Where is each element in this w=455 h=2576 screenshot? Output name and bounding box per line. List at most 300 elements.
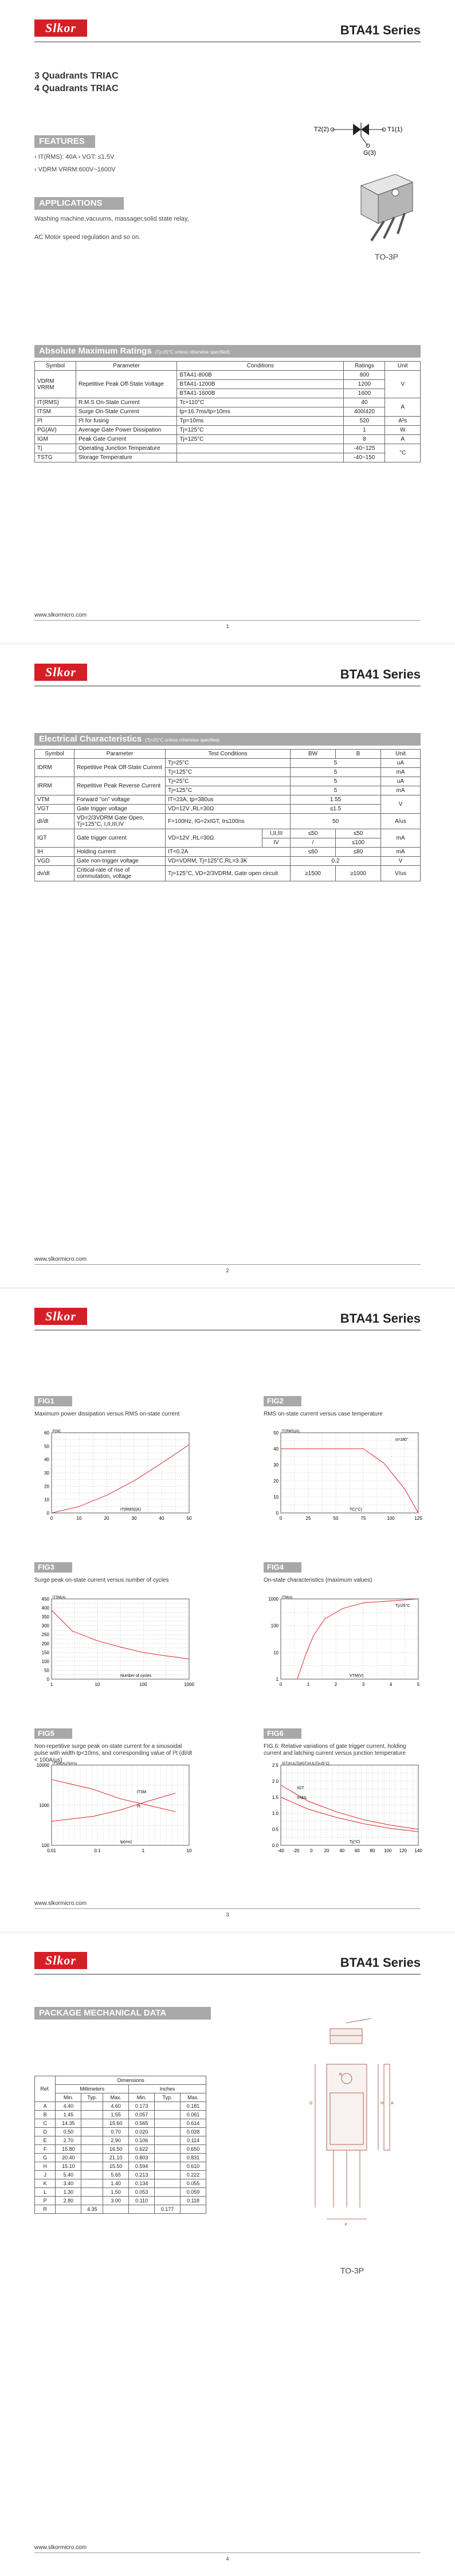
table-cell: 3.00 [103, 2197, 129, 2205]
table-cell: BTA41-800B [177, 371, 344, 380]
table-cell: VTM [35, 795, 74, 805]
table-row [35, 2111, 206, 2119]
figure-chart [264, 1594, 424, 1703]
table-cell: 5 [291, 786, 381, 795]
x-tick-label: 3 [362, 1682, 365, 1687]
table-cell [155, 2102, 181, 2111]
table-cell: Tj [35, 444, 76, 453]
table-cell: Tj=125°C, VD=2/3VDRM, Gate open circuit [166, 866, 291, 881]
svg-text:F: F [345, 2223, 348, 2227]
footer-url[interactable]: www.slkormicro.com [34, 1256, 87, 1262]
table-cell: ≤50 [336, 829, 381, 838]
svg-text:G: G [309, 2101, 313, 2106]
x-axis-label: Tj(°C) [350, 1840, 360, 1844]
table-cell: Gate trigger voltage [74, 805, 166, 814]
table-cell: ≥1000 [336, 866, 381, 881]
table-row [35, 866, 421, 881]
y-tick-label: 2.0 [272, 1779, 279, 1784]
table-cell: C [35, 2119, 56, 2128]
abs-max-header [34, 345, 421, 358]
y-tick-label: 50 [44, 1668, 49, 1673]
header-rule [34, 41, 421, 42]
table-header: Conditions [177, 362, 344, 371]
series-title: BTA41 Series [340, 1955, 421, 1970]
x-tick-label: 0.1 [94, 1848, 101, 1853]
y-tick-label: 150 [41, 1650, 49, 1656]
table-cell: 0.173 [129, 2102, 155, 2111]
table-cell: V [381, 857, 421, 866]
elec-char-note: (Tj=25°C unless otherwise specified) [145, 738, 220, 743]
figure-tag: FIG2 [264, 1396, 301, 1406]
table-cell: 0.134 [129, 2179, 155, 2188]
figure-caption: Surge peak on-state current versus number of cycles [34, 1577, 169, 1583]
table-cell: PG(AV) [35, 426, 76, 435]
table-cell: 16.50 [103, 2145, 129, 2154]
table-cell: mA [381, 768, 421, 777]
table-cell: dI/dt [35, 814, 74, 829]
features-header: FEATURES [34, 135, 95, 148]
table-cell: 0.594 [129, 2162, 155, 2171]
y-tick-label: 20 [44, 1484, 49, 1489]
table-cell: 3.40 [56, 2179, 81, 2188]
table-cell [81, 2119, 103, 2128]
figure-chart [34, 1594, 195, 1703]
table-cell: Repetitive Peak Off-State Voltage [76, 371, 176, 398]
table-header: Unit [385, 362, 421, 371]
table-cell: 4.40 [56, 2102, 81, 2111]
table-cell: 14.35 [56, 2119, 81, 2128]
y-tick-label: 300 [41, 1623, 49, 1629]
abs-max-title: Absolute Maximum Ratings [39, 346, 152, 356]
svg-text:A: A [391, 2101, 394, 2106]
table-cell: 0.831 [181, 2154, 206, 2162]
svg-text:H: H [381, 2101, 384, 2106]
x-tick-label: 5 [417, 1682, 420, 1687]
figure-chart [34, 1428, 195, 1537]
y-tick-label: 10 [273, 1650, 279, 1656]
table-cell [155, 2136, 181, 2145]
y-tick-label: 1.5 [272, 1795, 279, 1800]
table-cell: I²t for fusing [76, 417, 176, 426]
legend-label: Tj=25°C [395, 1604, 410, 1608]
header-rule [34, 1974, 421, 1975]
table-cell: P [35, 2197, 56, 2205]
pin-label-t1: T1(1) [387, 126, 403, 133]
table-cell: VGD [35, 857, 74, 866]
table-row [35, 805, 421, 814]
y-tick-label: 1000 [268, 1597, 279, 1602]
y-tick-label: 30 [273, 1463, 279, 1468]
x-tick-label: 10 [95, 1682, 100, 1687]
x-axis-label: TC(°C) [350, 1508, 362, 1512]
y-axis-label: IT(RMS)(A) [282, 1430, 300, 1433]
table-cell: Critical-rate of rise of commutation, voltage [74, 866, 166, 881]
x-tick-label: 50 [186, 1516, 192, 1521]
table-cell: F=100Hz, IG=2xIGT, tr≤100ns [166, 814, 291, 829]
table-cell: 0.106 [129, 2136, 155, 2145]
table-cell: 15.10 [56, 2162, 81, 2171]
x-tick-label: 1000 [184, 1682, 194, 1687]
table-row [35, 829, 421, 838]
table-row [35, 444, 421, 453]
table-cell: A [35, 2102, 56, 2111]
table-cell [81, 2102, 103, 2111]
table-cell [81, 2162, 103, 2171]
table-row [35, 814, 421, 829]
table-cell: 0.059 [181, 2188, 206, 2197]
table-cell: 50 [291, 814, 381, 829]
table-header: Ref. [35, 2076, 56, 2102]
x-tick-label: 125 [414, 1516, 422, 1521]
table-cell: 20.40 [56, 2154, 81, 2162]
footer-url[interactable]: www.slkormicro.com [34, 1900, 87, 1907]
table-cell [155, 2171, 181, 2179]
x-tick-label: 2 [334, 1682, 338, 1687]
table-cell: 0.177 [155, 2205, 181, 2214]
table-cell: mA [381, 786, 421, 795]
table-cell: 0.222 [181, 2171, 206, 2179]
table-row [35, 777, 421, 786]
y-tick-label: 1.0 [272, 1811, 279, 1816]
table-cell: IGT [35, 829, 74, 848]
table-header: Ratings [344, 362, 385, 371]
table-cell: 0.110 [129, 2197, 155, 2205]
page-4 [0, 1932, 455, 2576]
table-header: Typ. [155, 2093, 181, 2102]
curve-label: I²t [136, 1805, 141, 1809]
table-header: Max. [181, 2093, 206, 2102]
table-cell: 0.181 [181, 2102, 206, 2111]
table-cell: J [35, 2171, 56, 2179]
table-cell: -40~150 [344, 453, 385, 462]
table-cell: 520 [344, 417, 385, 426]
y-tick-label: 100 [41, 1658, 49, 1664]
x-tick-label: 10 [186, 1848, 192, 1853]
table-cell: 5.65 [103, 2171, 129, 2179]
table-cell: Operating Junction Temperature [76, 444, 176, 453]
figure-chart [34, 1761, 195, 1869]
legend-label: α=180° [395, 1438, 409, 1442]
x-tick-label: 60 [354, 1848, 360, 1853]
table-cell: uA [381, 777, 421, 786]
x-tick-label: 120 [399, 1848, 407, 1853]
package-mech-header: PACKAGE MECHANICAL DATA [34, 2007, 211, 2020]
table-cell: Holding current [74, 848, 166, 857]
page-3 [0, 1288, 455, 1932]
feature-item: › VDRM VRRM:600V~1600V [34, 166, 116, 173]
table-cell [81, 2179, 103, 2188]
table-cell: IGM [35, 435, 76, 444]
table-cell: uA [381, 759, 421, 768]
table-cell: 2.90 [103, 2136, 129, 2145]
table-cell: Surge On-State Current [76, 407, 176, 417]
table-cell: 0.610 [181, 2162, 206, 2171]
table-cell: F [35, 2145, 56, 2154]
table-cell: 1.55 [291, 795, 381, 805]
table-cell: VDRM VRRM [35, 371, 76, 398]
table-header: Min. [129, 2093, 155, 2102]
table-cell: 0.055 [181, 2179, 206, 2188]
table-cell: IV [262, 838, 291, 848]
x-tick-label: 0 [279, 1682, 283, 1687]
table-cell: I²t [35, 417, 76, 426]
table-cell: 800 [344, 371, 385, 380]
x-tick-label: 100 [383, 1848, 392, 1853]
table-row [35, 848, 421, 857]
figure-chart [264, 1428, 424, 1537]
table-cell: 0.50 [56, 2128, 81, 2136]
series-title: BTA41 Series [340, 667, 421, 681]
footer-url[interactable]: www.slkormicro.com [34, 612, 87, 618]
x-tick-label: 0 [310, 1848, 313, 1853]
y-tick-label: 0 [276, 1511, 279, 1516]
table-cell [129, 2205, 155, 2214]
x-tick-label: -40 [277, 1848, 284, 1853]
table-header: Dimensions [56, 2076, 206, 2085]
brand-logo: Slkor [34, 1952, 87, 1969]
table-cell: Tj=125°C [177, 426, 344, 435]
figure-chart [264, 1761, 424, 1869]
table-cell: 0.650 [181, 2145, 206, 2154]
table-row [35, 2171, 206, 2179]
table-cell: VD=12V ,RL=30Ω [166, 829, 262, 848]
y-tick-label: 1000 [39, 1803, 49, 1808]
table-cell: Tc=110°C [177, 398, 344, 407]
table-cell: Average Gate Power Dissipation [76, 426, 176, 435]
x-tick-label: 75 [360, 1516, 366, 1521]
table-cell: 2.80 [56, 2197, 81, 2205]
table-header: Max. [103, 2093, 129, 2102]
pin-label-g: G(3) [363, 150, 376, 156]
header-rule [34, 685, 421, 687]
table-cell: Tp=10ms [177, 417, 344, 426]
figure-caption: FIG.6: Relative variations of gate trigger current, holding current and latching current versus junction temperature [264, 1743, 406, 1756]
table-row [35, 2205, 206, 2214]
y-tick-label: 20 [273, 1479, 279, 1484]
footer-rule [34, 620, 421, 621]
table-cell: Gate non-trigger voltage [74, 857, 166, 866]
table-cell [81, 2128, 103, 2136]
table-cell: 1 [344, 426, 385, 435]
x-tick-label: 20 [324, 1848, 330, 1853]
x-tick-label: 40 [339, 1848, 345, 1853]
table-row [35, 857, 421, 866]
footer-rule [34, 1908, 421, 1909]
y-tick-label: 40 [44, 1457, 49, 1463]
table-header: Symbol [35, 362, 76, 371]
table-row [35, 426, 421, 435]
table-cell: Repetitive Peak Reverse Current [74, 777, 166, 795]
table-cell: VGT [35, 805, 74, 814]
table-cell: 8 [344, 435, 385, 444]
table-header: Inches [129, 2085, 206, 2093]
x-tick-label: 1 [142, 1848, 145, 1853]
x-tick-label: 40 [159, 1516, 164, 1521]
table-cell: 15.80 [56, 2145, 81, 2154]
figure-tag: FIG5 [34, 1728, 72, 1739]
table-header: Parameter [74, 750, 166, 759]
table-row [35, 371, 421, 380]
table-cell: 1.55 [103, 2111, 129, 2119]
table-cell: ≤100 [336, 838, 381, 848]
table-cell: 0.614 [181, 2119, 206, 2128]
y-tick-label: 10000 [36, 1763, 49, 1768]
table-cell: 0.803 [129, 2154, 155, 2162]
y-tick-label: 2.5 [272, 1763, 279, 1768]
x-tick-label: 1 [307, 1682, 310, 1687]
table-cell: 0.053 [129, 2188, 155, 2197]
table-cell [103, 2205, 129, 2214]
table-cell [177, 453, 344, 462]
svg-text:R: R [339, 2073, 343, 2077]
table-cell [155, 2145, 181, 2154]
figure-tag: FIG1 [34, 1396, 72, 1406]
table-cell: dv/dt [35, 866, 74, 881]
table-cell [155, 2128, 181, 2136]
table-cell: 0.2 [291, 857, 381, 866]
x-axis-label: IT(RMS)(A) [120, 1508, 141, 1512]
table-row [35, 2128, 206, 2136]
footer-url[interactable]: www.slkormicro.com [34, 2544, 87, 2551]
table-cell: ≤60 [291, 848, 336, 857]
table-cell: 0.114 [181, 2136, 206, 2145]
y-tick-label: 0 [46, 1677, 49, 1682]
table-cell: 0.061 [181, 2111, 206, 2119]
brand-logo: Slkor [34, 1308, 87, 1325]
figure-caption: Non-repetitive surge peak on-state current for a sinusoidal pulse with width tp<10ms, and corresponding value of I²t (dI/dt < 100A/µs) [34, 1743, 193, 1763]
y-tick-label: 10 [44, 1497, 49, 1503]
figure-tag: FIG6 [264, 1728, 301, 1739]
table-cell: -40~125 [344, 444, 385, 453]
table-cell: IDRM [35, 759, 74, 777]
y-tick-label: 100 [270, 1623, 279, 1629]
x-tick-label: 10 [76, 1516, 82, 1521]
table-cell: BTA41-1200B [177, 380, 344, 389]
y-tick-label: 200 [41, 1641, 49, 1646]
table-cell: Tj=25°C [166, 777, 291, 786]
table-cell [56, 2205, 81, 2214]
application-item: Washing machine,vacuums, massager,solid state relay, [34, 215, 189, 222]
table-cell: 21.10 [103, 2154, 129, 2162]
table-header: BW [291, 750, 336, 759]
table-cell [81, 2111, 103, 2119]
table-row [35, 2145, 206, 2154]
page-number: 1 [226, 624, 229, 629]
table-cell [181, 2205, 206, 2214]
table-cell [81, 2197, 103, 2205]
table-cell [155, 2162, 181, 2171]
y-axis-label: ITM(A) [282, 1596, 293, 1599]
table-cell [155, 2119, 181, 2128]
table-cell: A [385, 435, 421, 444]
dimensions-table [34, 2076, 206, 2214]
table-cell: mA [381, 848, 421, 857]
series-title: BTA41 Series [340, 1311, 421, 1326]
table-cell: Repetitive Peak Off-State Current [74, 759, 166, 777]
curve-label: IGT [297, 1786, 304, 1790]
y-tick-label: 50 [44, 1444, 49, 1449]
table-cell: ITSM [35, 407, 76, 417]
table-cell: B [35, 2111, 56, 2119]
table-cell: 5 [291, 777, 381, 786]
table-cell: D [35, 2128, 56, 2136]
table-cell: 0.057 [129, 2111, 155, 2119]
y-tick-label: 350 [41, 1614, 49, 1620]
application-item: AC Motor speed regulation and so on. [34, 234, 141, 241]
table-row [35, 2119, 206, 2128]
table-cell: 1.50 [103, 2188, 129, 2197]
table-cell [177, 444, 344, 453]
table-cell: Storage Temperature [76, 453, 176, 462]
table-row [35, 435, 421, 444]
type-line-2: 4 Quadrants TRIAC [34, 84, 119, 93]
table-header: Millimeters [56, 2085, 129, 2093]
x-tick-label: 0 [50, 1516, 53, 1521]
y-tick-label: 0 [46, 1511, 49, 1516]
table-cell: VD=VDRM, Tj=125°C,RL=3.3K [166, 857, 291, 866]
y-tick-label: 40 [273, 1446, 279, 1452]
table-cell: V [385, 371, 421, 398]
page-2 [0, 644, 455, 1288]
table-cell [81, 2171, 103, 2179]
table-cell: 400/420 [344, 407, 385, 417]
table-cell: 1.30 [56, 2188, 81, 2197]
figure-caption: RMS on-state current versus case temperature [264, 1411, 383, 1417]
table-cell [81, 2154, 103, 2162]
x-tick-label: 80 [370, 1848, 375, 1853]
table-cell: 0.213 [129, 2171, 155, 2179]
table-cell: K [35, 2179, 56, 2188]
table-cell [155, 2154, 181, 2162]
package-label: TO-3P [375, 252, 398, 261]
feature-item: › IT(RMS): 40A › VGT: ≤1.5V [34, 154, 115, 160]
y-axis-label: IGT,IH,IL[Tj]/IGT,IH,IL[Tj=25°C] [282, 1762, 330, 1766]
table-cell: 0.020 [129, 2128, 155, 2136]
triac-symbol-icon [304, 113, 413, 165]
elec-char-title: Electrical Characteristics [39, 734, 142, 744]
table-row [35, 407, 421, 417]
y-tick-label: 1 [276, 1677, 279, 1682]
table-row [35, 417, 421, 426]
package-label: TO-3P [340, 2266, 364, 2275]
table-cell: A²s [385, 417, 421, 426]
table-cell [81, 2136, 103, 2145]
applications-header: APPLICATIONS [34, 197, 124, 210]
package-drawing-icon [344, 168, 424, 243]
abs-max-note: (Tj=25°C unless otherwise specified) [155, 350, 230, 355]
page-1 [0, 0, 455, 644]
abs-max-table [34, 361, 421, 462]
figure-caption: On-state characteristics (maximum values) [264, 1577, 372, 1583]
table-cell: ≤50 [291, 829, 336, 838]
table-cell: tp=16.7ms/tp=10ms [177, 407, 344, 417]
table-cell: Forward "on" voltage [74, 795, 166, 805]
figure-caption: Maximum power dissipation versus RMS on-state current [34, 1411, 180, 1417]
table-header: Parameter [76, 362, 176, 371]
curve-label: ITSM [136, 1790, 147, 1794]
table-cell: A/us [381, 814, 421, 829]
table-cell: ≥1500 [291, 866, 336, 881]
table-cell: L [35, 2188, 56, 2197]
y-tick-label: 0.0 [272, 1843, 279, 1848]
page-number: 3 [226, 1912, 229, 1918]
figure-tag: FIG3 [34, 1562, 72, 1573]
table-cell: Tj=125°C [177, 435, 344, 444]
table-cell [81, 2145, 103, 2154]
y-tick-label: 250 [41, 1632, 49, 1638]
table-cell [155, 2197, 181, 2205]
table-cell: 15.50 [103, 2162, 129, 2171]
